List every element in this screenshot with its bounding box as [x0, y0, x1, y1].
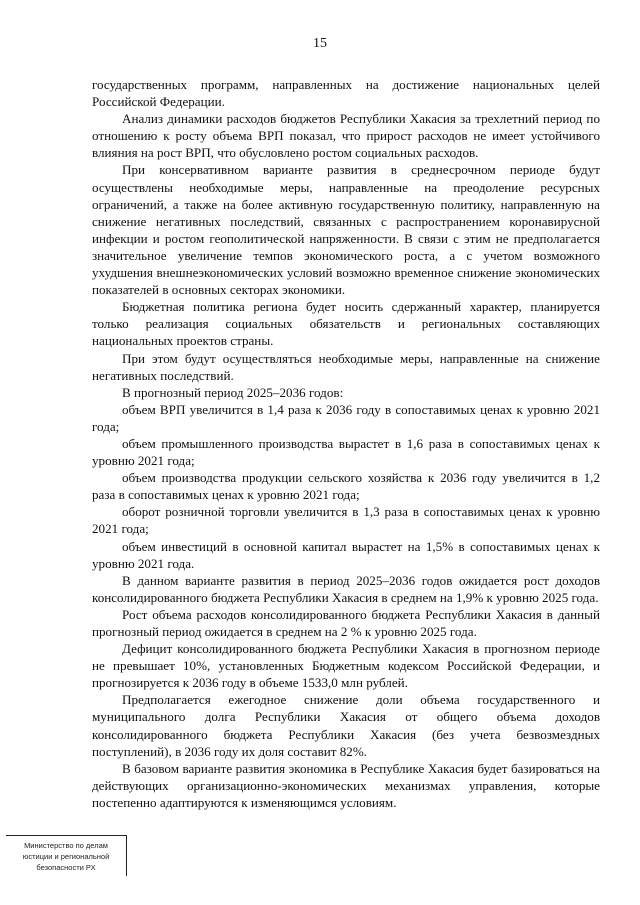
paragraph-continuation: государственных программ, направленных на достижение национальных целей Российской Федерации. — [92, 77, 600, 110]
paragraph-deficit: Дефицит консолидированного бюджета Республики Хакасия в прогнозном периоде не превышает 10%, установленных Бюджетным кодексом Российской Федерации, и прогнозируется к 2036 году в объеме 1533,0 млн рублей. — [92, 641, 600, 691]
paragraph-revenue-growth: В данном варианте развития в период 2025–2036 годов ожидается рост доходов консолидированного бюджета Республики Хакасия в среднем на 1,9% к уровню 2025 года. — [92, 572, 600, 605]
stamp-line: юстиции и региональной — [22, 852, 110, 861]
ministry-stamp — [6, 835, 127, 876]
stamp-line: Министерство по делам — [24, 841, 108, 850]
paragraph-debt-share: Предполагается ежегодное снижение доли объема государственного и муниципального долга Республики Хакасия от общего объема доходов консолидированного бюджета Республики Хакасия (без учета безвозмездных поступлений), в 2036 году их доля составит 82%. — [92, 692, 600, 759]
list-item-investment: объем инвестиций в основной капитал вырастет на 1,5% в сопоставимых ценах к уровню 2021 года. — [92, 538, 600, 571]
paragraph-forecast-period: В прогнозный период 2025–2036 годов: — [122, 384, 344, 400]
paragraph-necessary-measures: При этом будут осуществляться необходимые меры, направленные на снижение негативных последствий. — [92, 350, 600, 383]
stamp-line: безопасности РХ — [36, 863, 96, 872]
paragraph-budget-policy: Бюджетная политика региона будет носить сдержанный характер, планируется только реализация социальных обязательств и региональных составляющих национальных проектов страны. — [92, 299, 600, 349]
paragraph-base-variant: В базовом варианте развития экономика в Республике Хакасия будет базироваться на действующих организационно-экономических механизмах управления, которые постепенно адаптируются к изменяющимся условиям. — [92, 760, 600, 810]
page-number: 15 — [313, 36, 327, 51]
list-item-retail: оборот розничной торговли увеличится в 1,3 раза в сопоставимых ценах к уровню 2021 года; — [92, 504, 600, 537]
paragraph-expense-growth: Рост объема расходов консолидированного бюджета Республики Хакасия в данный прогнозный период ожидается в среднем на 2 % к уровню 2025 года. — [92, 606, 600, 639]
paragraph-conservative-variant: При консервативном варианте развития в среднесрочном периоде будут осуществлены необходимые меры, направленные на преодоление ресурсных ограничений, а также на более активную государственную политику, направленную на снижение негативных последствий, связанных с распространением коронавирусной инфекции и ростом геополитической напряженности. В связи с этим не предполагается значительное увеличение темпов экономического роста, а с учетом возможного ухудшения внешнеэкономических условий возможно временное снижение экономических показателей в основных секторах экономики. — [92, 162, 600, 298]
list-item-grp: объем ВРП увеличится в 1,4 раза к 2036 году в сопоставимых ценах к уровню 2021 года; — [92, 401, 600, 434]
paragraph-expense-analysis: Анализ динамики расходов бюджетов Республики Хакасия за трехлетний период по отношению к росту объема ВРП показал, что прирост расходов не имеет устойчивого влияния на рост ВРП, что обусловлено ростом социальных расходов. — [92, 111, 600, 161]
document-body — [92, 76, 600, 811]
list-item-agriculture: объем производства продукции сельского хозяйства к 2036 году увеличится в 1,2 раза в сопоставимых ценах к уровню 2021 года; — [92, 470, 600, 503]
list-item-industrial: объем промышленного производства вырастет в 1,6 раза в сопоставимых ценах к уровню 2021 года; — [92, 435, 600, 469]
